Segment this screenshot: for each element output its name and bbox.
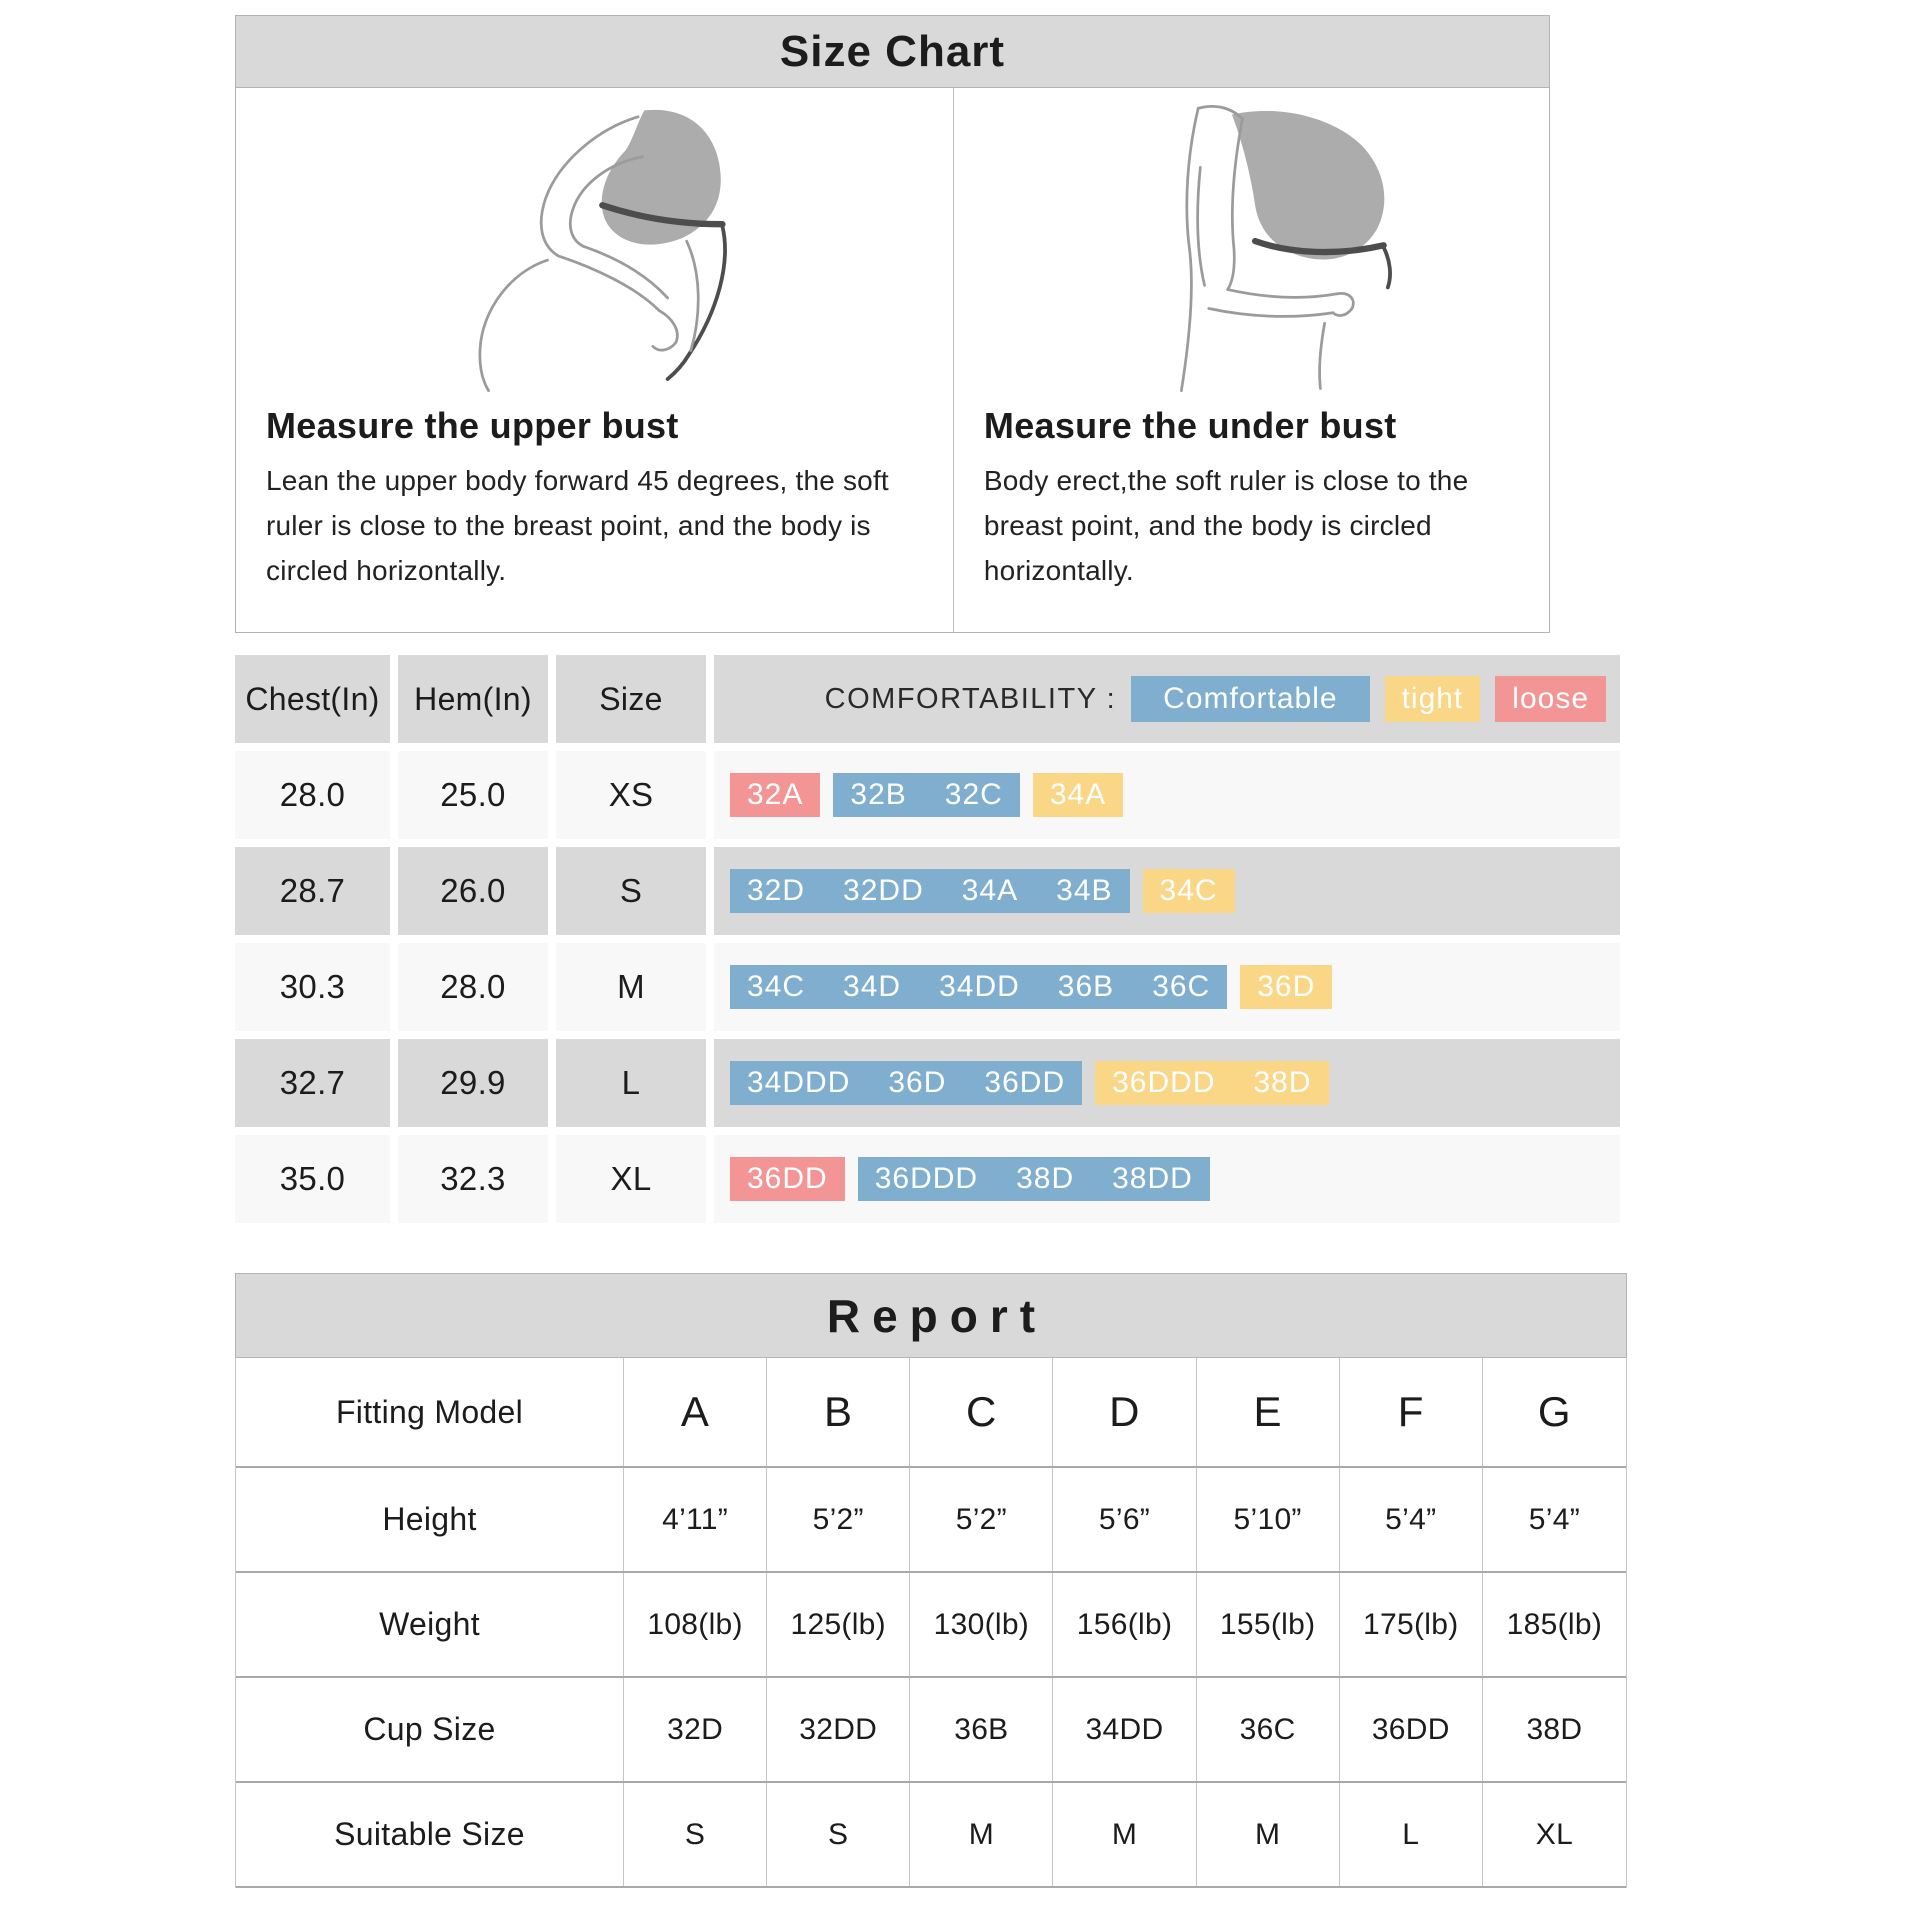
cup-size-label: 32D xyxy=(747,874,806,907)
report-value: E xyxy=(1197,1358,1340,1466)
size-table-rows xyxy=(235,751,1620,1223)
report-value: M xyxy=(910,1783,1053,1886)
cup-size-label: 34B xyxy=(1056,874,1113,907)
cup-badge-comfortable xyxy=(730,965,1227,1009)
legend-label: COMFORTABILITY : xyxy=(824,682,1117,715)
panel-under-bust xyxy=(953,88,1549,632)
report-value: D xyxy=(1053,1358,1196,1466)
report-row-label: Cup Size xyxy=(236,1678,624,1781)
report-value: B xyxy=(767,1358,910,1466)
report-value: 130(lb) xyxy=(910,1573,1053,1676)
report-row-height xyxy=(236,1468,1626,1573)
cup-size-badges xyxy=(714,847,1620,935)
cup-size-label: 34C xyxy=(1159,874,1218,907)
cup-size-label: 32B xyxy=(850,778,907,811)
size-chart-title: Size Chart xyxy=(779,26,1006,76)
cup-size-badges xyxy=(714,943,1620,1031)
report-value: 125(lb) xyxy=(767,1573,910,1676)
size-row-chest-value: 35.0 xyxy=(235,1135,390,1223)
size-row-hem-value: 25.0 xyxy=(398,751,548,839)
cup-badge-comfortable xyxy=(730,869,1130,913)
size-row-xs xyxy=(235,751,1620,839)
report-title-bar xyxy=(235,1273,1627,1358)
cup-size-label: 36DDD xyxy=(1112,1066,1216,1099)
report-row-label: Suitable Size xyxy=(236,1783,624,1886)
cup-badge-tight xyxy=(1143,869,1235,913)
cup-size-label: 32DD xyxy=(843,874,924,907)
cup-size-label: 38D xyxy=(1016,1162,1075,1195)
size-row-hem-value: 26.0 xyxy=(398,847,548,935)
size-row-hem-value: 28.0 xyxy=(398,943,548,1031)
report-value: 156(lb) xyxy=(1053,1573,1196,1676)
cup-size-label: 36D xyxy=(1257,970,1316,1003)
cup-size-label: 36D xyxy=(888,1066,947,1099)
report-row-weight xyxy=(236,1573,1626,1678)
report-row-label: Height xyxy=(236,1468,624,1571)
report-value: L xyxy=(1340,1783,1483,1886)
cup-size-badges xyxy=(714,1039,1620,1127)
column-header-hem: Hem(In) xyxy=(398,655,548,743)
cup-size-label: 34DDD xyxy=(747,1066,851,1099)
report-row-suitable-size xyxy=(236,1783,1626,1888)
report-row-fitting-model xyxy=(236,1358,1626,1468)
cup-size-label: 36C xyxy=(1152,970,1211,1003)
panel-upper-bust xyxy=(236,88,953,632)
panel-body-upper-bust: Lean the upper body forward 45 degrees, the soft ruler is close to the breast point, and the body is circled horizontally. xyxy=(266,465,889,586)
size-row-size-value: S xyxy=(556,847,706,935)
report-value: XL xyxy=(1535,1817,1574,1851)
size-row-hem-value: 29.9 xyxy=(398,1039,548,1127)
cup-size-label: 38D xyxy=(1253,1066,1312,1099)
report-value: C xyxy=(910,1358,1053,1466)
cup-badge-tight xyxy=(1240,965,1332,1009)
panel-body-under-bust: Body erect,the soft ruler is close to the breast point, and the body is circled horizontally. xyxy=(983,465,1469,586)
cup-badge-tight xyxy=(1095,1061,1328,1105)
size-row-xl xyxy=(235,1135,1620,1223)
report-value: 155(lb) xyxy=(1197,1573,1340,1676)
measure-under-bust-illustration xyxy=(1076,102,1424,397)
size-row-m xyxy=(235,943,1620,1031)
cup-size-label: 34D xyxy=(843,970,902,1003)
size-row-size-value: M xyxy=(556,943,706,1031)
report-value: 32DD xyxy=(767,1678,910,1781)
cup-size-label: 34C xyxy=(747,970,806,1003)
size-row-chest-value: 28.7 xyxy=(235,847,390,935)
legend-badge-loose: loose xyxy=(1495,676,1606,722)
cup-size-badges xyxy=(714,751,1620,839)
report-value: 36DD xyxy=(1340,1678,1483,1781)
cup-size-label: 36DD xyxy=(747,1162,828,1195)
size-row-size-value: L xyxy=(556,1039,706,1127)
cup-size-label: 34A xyxy=(961,874,1019,907)
column-header-size: Size xyxy=(556,655,706,743)
report-value: 34DD xyxy=(1053,1678,1196,1781)
report-value: G xyxy=(1537,1388,1571,1435)
report-value: 5’2” xyxy=(767,1468,910,1571)
report-value: 5’2” xyxy=(910,1468,1053,1571)
cup-badge-comfortable xyxy=(833,773,1019,817)
size-row-size-value: XL xyxy=(556,1135,706,1223)
cup-size-label: 32A xyxy=(747,778,804,811)
report-row-label: Fitting Model xyxy=(236,1358,624,1466)
measure-upper-bust-illustration xyxy=(419,102,767,397)
report-value: 5’4” xyxy=(1340,1468,1483,1571)
report-value: 5’6” xyxy=(1053,1468,1196,1571)
cup-badge-comfortable xyxy=(858,1157,1210,1201)
report-value: 185(lb) xyxy=(1506,1607,1603,1641)
report-row-cup-size xyxy=(236,1678,1626,1783)
size-row-hem-value: 32.3 xyxy=(398,1135,548,1223)
size-table-header xyxy=(235,655,1620,743)
report-value: 32D xyxy=(624,1678,767,1781)
report-value: 38D xyxy=(1526,1712,1583,1746)
report-value: S xyxy=(767,1783,910,1886)
report-value: 108(lb) xyxy=(624,1573,767,1676)
cup-size-label: 34DD xyxy=(939,970,1020,1003)
cup-badge-comfortable xyxy=(730,1061,1082,1105)
cup-size-label: 38DD xyxy=(1112,1162,1193,1195)
comfortability-legend xyxy=(714,655,1620,743)
size-row-chest-value: 32.7 xyxy=(235,1039,390,1127)
report-value: 4’11” xyxy=(624,1468,767,1571)
report-section xyxy=(235,1273,1627,1888)
cup-badge-loose xyxy=(730,773,820,817)
panel-heading-under-bust: Measure the under bust xyxy=(983,405,1397,446)
cup-size-label: 36DD xyxy=(984,1066,1066,1099)
report-value: 175(lb) xyxy=(1340,1573,1483,1676)
report-value: 5’4” xyxy=(1528,1502,1581,1536)
size-chart-title-bar xyxy=(235,15,1550,88)
report-table xyxy=(235,1358,1627,1888)
size-row-size-value: XS xyxy=(556,751,706,839)
report-value: M xyxy=(1197,1783,1340,1886)
report-row-label: Weight xyxy=(236,1573,624,1676)
cup-size-label: 32C xyxy=(944,778,1003,811)
cup-size-label: 36B xyxy=(1057,970,1115,1003)
size-row-chest-value: 28.0 xyxy=(235,751,390,839)
cup-badge-tight xyxy=(1033,773,1123,817)
report-value: 5’10” xyxy=(1197,1468,1340,1571)
cup-size-badges xyxy=(714,1135,1620,1223)
panel-heading-upper-bust: Measure the upper bust xyxy=(266,405,679,446)
cup-size-label: 34A xyxy=(1049,778,1107,811)
size-row-chest-value: 30.3 xyxy=(235,943,390,1031)
cup-size-label: 36DDD xyxy=(874,1162,979,1195)
cup-badge-loose xyxy=(730,1157,845,1201)
report-title: Report xyxy=(826,1289,1048,1342)
size-row-s xyxy=(235,847,1620,935)
report-value: M xyxy=(1053,1783,1196,1886)
report-value: F xyxy=(1340,1358,1483,1466)
measure-panels xyxy=(235,88,1550,633)
size-row-l xyxy=(235,1039,1620,1127)
size-table xyxy=(235,655,1620,1231)
column-header-chest: Chest(In) xyxy=(235,655,390,743)
legend-badge-comfortable: Comfortable xyxy=(1131,676,1369,722)
legend-badge-tight: tight xyxy=(1385,676,1481,722)
report-value: 36B xyxy=(910,1678,1053,1781)
report-value: 36C xyxy=(1197,1678,1340,1781)
report-value: A xyxy=(624,1358,767,1466)
report-value: S xyxy=(624,1783,767,1886)
